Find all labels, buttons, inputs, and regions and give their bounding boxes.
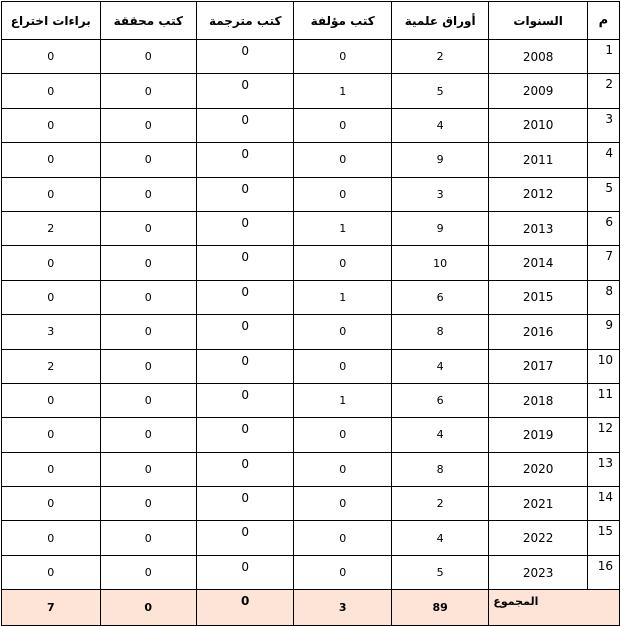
cell-translated-books: 0 — [196, 280, 293, 314]
cell-index: 15 — [587, 521, 619, 555]
cell-authored-books: 0 — [294, 452, 391, 486]
cell-authored-books: 1 — [294, 383, 391, 417]
cell-index: 9 — [587, 315, 619, 349]
cell-patents: 2 — [2, 349, 101, 383]
cell-patents: 0 — [2, 418, 101, 452]
cell-papers: 9 — [391, 211, 488, 245]
cell-authored-books: 0 — [294, 108, 391, 142]
cell-edited-books: 0 — [100, 349, 196, 383]
cell-authored-books: 0 — [294, 177, 391, 211]
cell-index: 14 — [587, 487, 619, 521]
total-authored-books: 3 — [294, 590, 391, 625]
cell-edited-books: 0 — [100, 521, 196, 555]
table-row — [2, 143, 620, 177]
cell-year: 2018 — [489, 383, 587, 417]
total-row — [2, 590, 620, 625]
header-papers: أوراق علمية — [391, 2, 488, 40]
cell-edited-books: 0 — [100, 211, 196, 245]
cell-patents: 0 — [2, 280, 101, 314]
publications-table — [1, 1, 620, 626]
cell-papers: 5 — [391, 74, 488, 108]
cell-edited-books: 0 — [100, 383, 196, 417]
header-years: السنوات — [489, 2, 587, 40]
cell-translated-books: 0 — [196, 452, 293, 486]
cell-patents: 0 — [2, 452, 101, 486]
total-translated-books: 0 — [196, 590, 293, 625]
cell-year: 2011 — [489, 143, 587, 177]
table-row — [2, 74, 620, 108]
cell-papers: 5 — [391, 555, 488, 589]
cell-authored-books: 1 — [294, 280, 391, 314]
cell-papers: 2 — [391, 40, 488, 74]
cell-authored-books: 0 — [294, 521, 391, 555]
cell-index: 16 — [587, 555, 619, 589]
cell-edited-books: 0 — [100, 487, 196, 521]
table-row — [2, 211, 620, 245]
cell-patents: 0 — [2, 177, 101, 211]
cell-index: 3 — [587, 108, 619, 142]
table-row — [2, 383, 620, 417]
cell-authored-books: 0 — [294, 349, 391, 383]
cell-patents: 0 — [2, 143, 101, 177]
cell-authored-books: 0 — [294, 315, 391, 349]
cell-year: 2021 — [489, 487, 587, 521]
table-row — [2, 418, 620, 452]
cell-papers: 6 — [391, 280, 488, 314]
cell-patents: 0 — [2, 40, 101, 74]
table-row — [2, 280, 620, 314]
cell-papers: 10 — [391, 246, 488, 280]
cell-year: 2022 — [489, 521, 587, 555]
cell-index: 4 — [587, 143, 619, 177]
cell-index: 1 — [587, 40, 619, 74]
cell-edited-books: 0 — [100, 108, 196, 142]
cell-translated-books: 0 — [196, 383, 293, 417]
cell-index: 2 — [587, 74, 619, 108]
cell-index: 7 — [587, 246, 619, 280]
cell-translated-books: 0 — [196, 108, 293, 142]
cell-papers: 4 — [391, 349, 488, 383]
cell-index: 5 — [587, 177, 619, 211]
header-edited-books: كتب محققة — [100, 2, 196, 40]
cell-patents: 3 — [2, 315, 101, 349]
table-row — [2, 108, 620, 142]
cell-translated-books: 0 — [196, 418, 293, 452]
cell-index: 12 — [587, 418, 619, 452]
cell-translated-books: 0 — [196, 211, 293, 245]
total-patents: 7 — [2, 590, 101, 625]
cell-year: 2015 — [489, 280, 587, 314]
table-row — [2, 452, 620, 486]
cell-year: 2014 — [489, 246, 587, 280]
cell-patents: 0 — [2, 521, 101, 555]
cell-authored-books: 0 — [294, 143, 391, 177]
cell-index: 6 — [587, 211, 619, 245]
table-row — [2, 315, 620, 349]
cell-edited-books: 0 — [100, 246, 196, 280]
total-label: المجموع — [489, 590, 620, 625]
cell-year: 2010 — [489, 108, 587, 142]
cell-year: 2017 — [489, 349, 587, 383]
header-translated-books: كتب مترجمة — [196, 2, 293, 40]
cell-translated-books: 0 — [196, 555, 293, 589]
cell-translated-books: 0 — [196, 74, 293, 108]
cell-patents: 0 — [2, 74, 101, 108]
cell-patents: 0 — [2, 555, 101, 589]
cell-year: 2013 — [489, 211, 587, 245]
cell-translated-books: 0 — [196, 315, 293, 349]
header-index: م — [587, 2, 619, 40]
cell-papers: 8 — [391, 452, 488, 486]
cell-papers: 4 — [391, 418, 488, 452]
cell-year: 2020 — [489, 452, 587, 486]
cell-translated-books: 0 — [196, 177, 293, 211]
cell-patents: 0 — [2, 383, 101, 417]
cell-index: 8 — [587, 280, 619, 314]
cell-patents: 0 — [2, 246, 101, 280]
table-row — [2, 177, 620, 211]
cell-papers: 4 — [391, 108, 488, 142]
cell-authored-books: 0 — [294, 40, 391, 74]
cell-authored-books: 0 — [294, 246, 391, 280]
table-row — [2, 246, 620, 280]
cell-edited-books: 0 — [100, 143, 196, 177]
cell-year: 2009 — [489, 74, 587, 108]
cell-papers: 6 — [391, 383, 488, 417]
cell-translated-books: 0 — [196, 143, 293, 177]
cell-patents: 0 — [2, 487, 101, 521]
cell-papers: 9 — [391, 143, 488, 177]
cell-translated-books: 0 — [196, 40, 293, 74]
cell-translated-books: 0 — [196, 349, 293, 383]
cell-patents: 0 — [2, 108, 101, 142]
header-authored-books: كتب مؤلفة — [294, 2, 391, 40]
cell-authored-books: 0 — [294, 418, 391, 452]
cell-patents: 2 — [2, 211, 101, 245]
cell-edited-books: 0 — [100, 74, 196, 108]
cell-year: 2012 — [489, 177, 587, 211]
table-row — [2, 521, 620, 555]
cell-authored-books: 1 — [294, 74, 391, 108]
cell-authored-books: 0 — [294, 555, 391, 589]
cell-authored-books: 1 — [294, 211, 391, 245]
header-patents: براءات اختراع — [2, 2, 101, 40]
table-row — [2, 349, 620, 383]
cell-edited-books: 0 — [100, 555, 196, 589]
cell-year: 2019 — [489, 418, 587, 452]
cell-index: 13 — [587, 452, 619, 486]
cell-year: 2016 — [489, 315, 587, 349]
cell-edited-books: 0 — [100, 280, 196, 314]
table-row — [2, 487, 620, 521]
cell-translated-books: 0 — [196, 246, 293, 280]
cell-papers: 3 — [391, 177, 488, 211]
cell-papers: 4 — [391, 521, 488, 555]
cell-translated-books: 0 — [196, 487, 293, 521]
header-row — [2, 2, 620, 40]
cell-edited-books: 0 — [100, 177, 196, 211]
cell-index: 10 — [587, 349, 619, 383]
cell-index: 11 — [587, 383, 619, 417]
cell-year: 2008 — [489, 40, 587, 74]
cell-edited-books: 0 — [100, 418, 196, 452]
cell-edited-books: 0 — [100, 40, 196, 74]
cell-edited-books: 0 — [100, 315, 196, 349]
cell-translated-books: 0 — [196, 521, 293, 555]
table-row — [2, 40, 620, 74]
total-edited-books: 0 — [100, 590, 196, 625]
cell-papers: 2 — [391, 487, 488, 521]
cell-authored-books: 0 — [294, 487, 391, 521]
cell-edited-books: 0 — [100, 452, 196, 486]
cell-papers: 8 — [391, 315, 488, 349]
cell-year: 2023 — [489, 555, 587, 589]
total-papers: 89 — [391, 590, 488, 625]
